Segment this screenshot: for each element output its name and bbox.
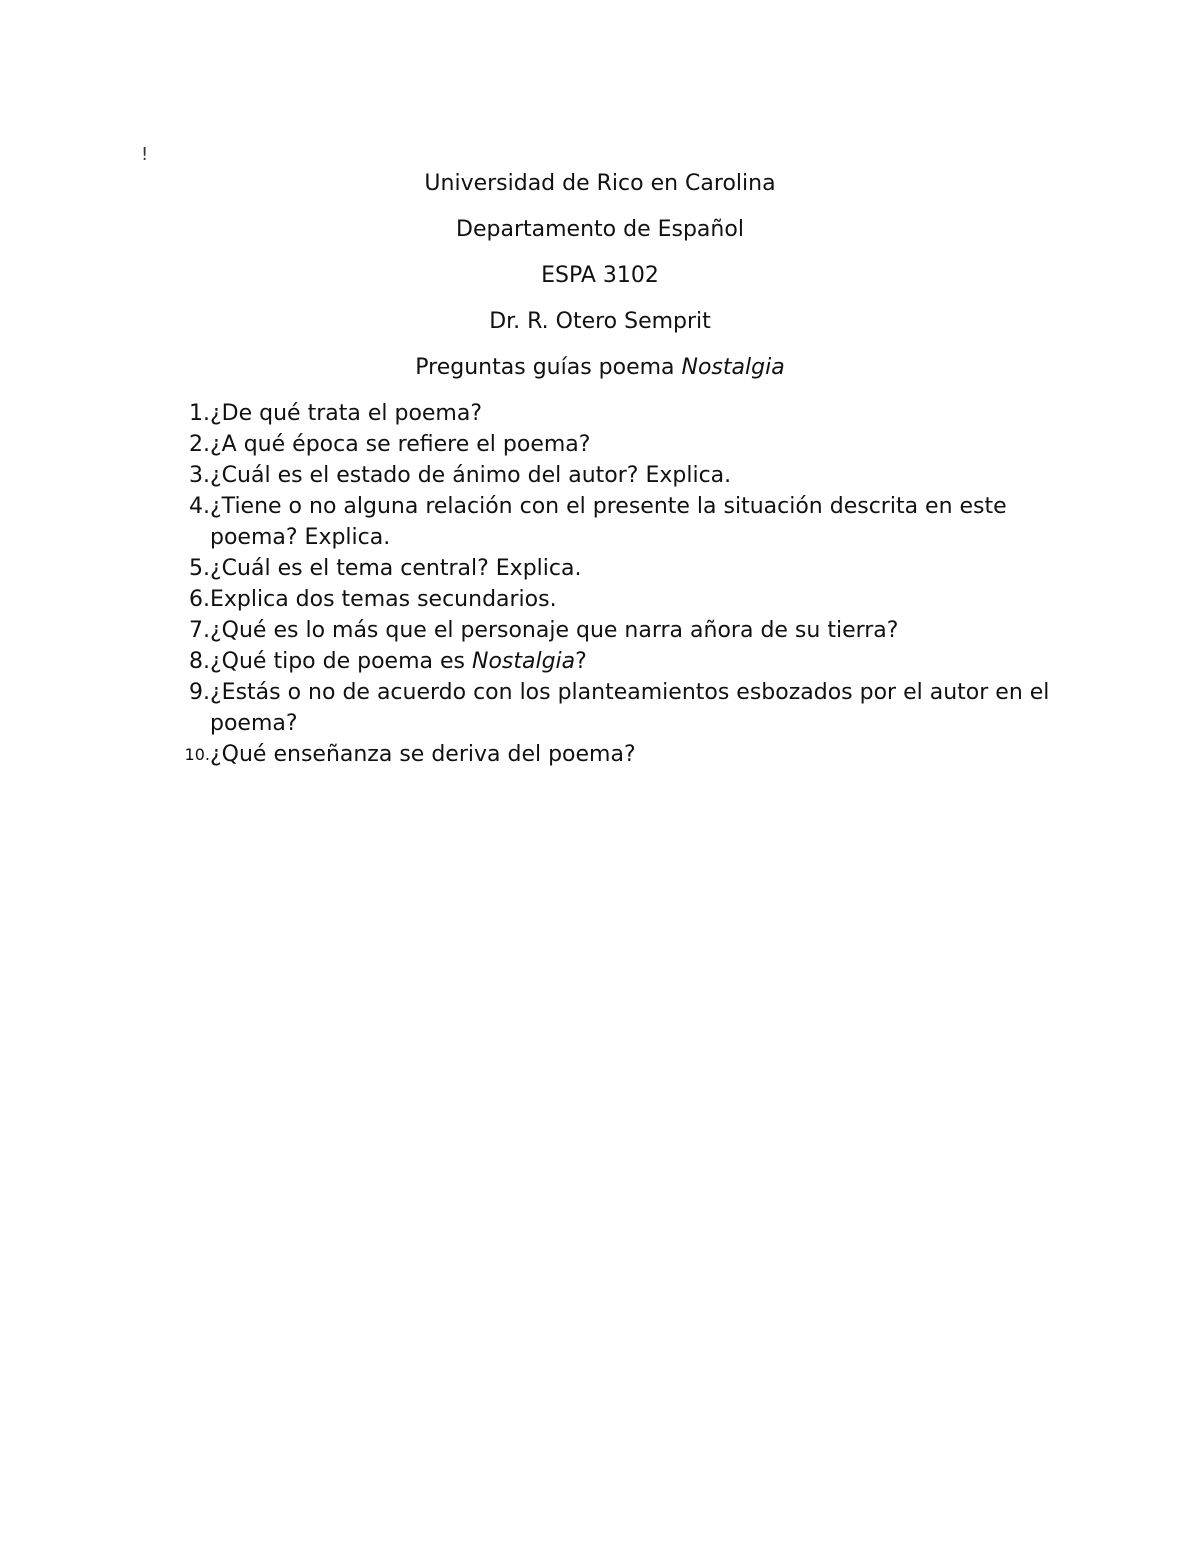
question-item: [168, 584, 1068, 615]
question-text-prefix: ¿Qué tipo de poema es: [210, 649, 472, 674]
stray-mark: !: [141, 144, 149, 165]
question-text: ¿Cuál es el tema central? Explica.: [210, 556, 582, 581]
question-item: [168, 429, 1068, 460]
question-item: [168, 677, 1068, 739]
question-text-suffix: ?: [575, 649, 587, 674]
university-name: Universidad de Rico en Carolina: [424, 171, 776, 196]
question-item: [168, 553, 1068, 584]
question-number: 4.: [189, 494, 210, 519]
question-number: 9.: [189, 680, 210, 705]
document-title: [0, 352, 1200, 398]
question-text: ¿A qué época se refiere el poema?: [210, 432, 591, 457]
course-code: ESPA 3102: [541, 263, 659, 288]
question-number: 1.: [189, 401, 210, 426]
question-text: ¿Qué enseñanza se deriva del poema?: [210, 742, 636, 767]
question-text: ¿Cuál es el estado de ánimo del autor? Explica.: [210, 463, 732, 488]
questions-list: [168, 398, 1068, 770]
question-number: 5.: [189, 556, 210, 581]
question-item: [168, 398, 1068, 429]
question-number: 3.: [189, 463, 210, 488]
question-number: 10.: [184, 745, 210, 764]
question-text: ¿Tiene o no alguna relación con el presente la situación descrita en este poema? Explica.: [210, 494, 1007, 550]
question-text: ¿De qué trata el poema?: [210, 401, 483, 426]
department-name: Departamento de Español: [456, 217, 744, 242]
document-title-prefix: Preguntas guías poema: [415, 355, 682, 380]
question-number: 8.: [189, 649, 210, 674]
professor-name: Dr. R. Otero Semprit: [489, 309, 711, 334]
question-item: [168, 615, 1068, 646]
question-text: [210, 646, 1068, 677]
question-item: [168, 739, 1068, 770]
question-text: Explica dos temas secundarios.: [210, 587, 557, 612]
question-number: 7.: [189, 618, 210, 643]
question-item: [168, 646, 1068, 677]
question-text: ¿Qué es lo más que el personaje que narra añora de su tierra?: [210, 618, 899, 643]
question-text: ¿Estás o no de acuerdo con los planteamientos esbozados por el autor en el poema?: [210, 680, 1050, 736]
question-text-italic: Nostalgia: [471, 649, 576, 674]
question-number: 6.: [189, 587, 210, 612]
question-number: 2.: [189, 432, 210, 457]
question-item: [168, 460, 1068, 491]
document-header: [0, 168, 1200, 398]
question-item: [168, 491, 1068, 553]
document-title-italic: Nostalgia: [681, 355, 785, 380]
